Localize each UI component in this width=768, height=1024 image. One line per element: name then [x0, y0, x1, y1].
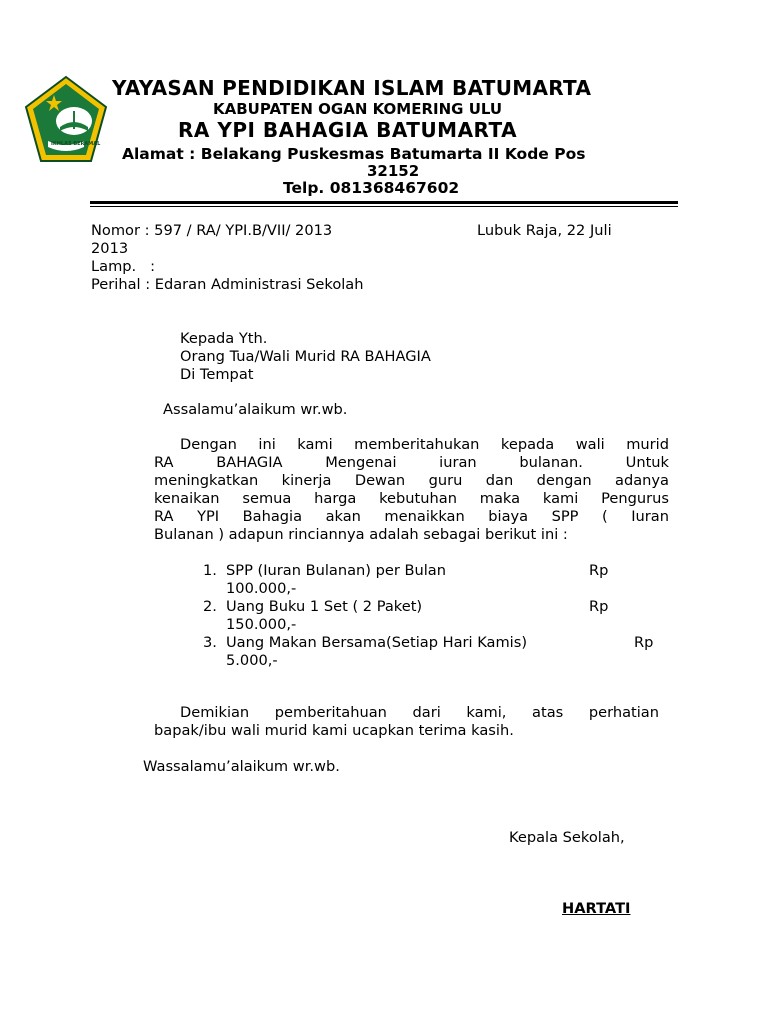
- letter-date-year: 2013: [91, 240, 129, 257]
- fee-item-number: 3.: [203, 634, 217, 651]
- body-paragraph-1-line: kenaikan semua harga kebutuhan maka kami Pengurus: [154, 490, 669, 507]
- address-line-1: Alamat : Belakang Puskesmas Batumarta II Kode Pos: [122, 145, 586, 163]
- fee-item-label: Uang Makan Bersama(Setiap Hari Kamis): [226, 634, 528, 651]
- signature-title: Kepala Sekolah,: [509, 829, 625, 846]
- body-paragraph-2-line: Demikian pemberitahuan dari kami, atas perhatian: [180, 704, 659, 721]
- attachment-line: Lamp. :: [91, 258, 156, 275]
- fee-item-amount: 150.000,-: [226, 616, 297, 633]
- header-rule-thin: [90, 206, 678, 207]
- fee-item-label: Uang Buku 1 Set ( 2 Paket): [226, 598, 423, 615]
- fee-item-currency: Rp: [634, 634, 654, 651]
- letter-number: Nomor : 597 / RA/ YPI.B/VII/ 2013: [91, 222, 333, 239]
- school-name: RA YPI BAHAGIA BATUMARTA: [178, 118, 518, 142]
- body-paragraph-1-line: Dengan ini kami memberitahukan kepada wali murid: [180, 436, 669, 453]
- regency-name: KABUPATEN OGAN KOMERING ULU: [213, 100, 503, 118]
- subject-line: Perihal : Edaran Administrasi Sekolah: [91, 276, 364, 293]
- address-line-2: 32152: [367, 162, 420, 180]
- body-paragraph-2-line: bapak/ibu wali murid kami ucapkan terima kasih.: [154, 722, 514, 739]
- recipient-name: Orang Tua/Wali Murid RA BAHAGIA: [180, 348, 431, 365]
- fee-item-currency: Rp: [589, 598, 609, 615]
- logo-motto: IKHLAS BERAMAL: [51, 141, 101, 147]
- fee-item-label: SPP (Iuran Bulanan) per Bulan: [226, 562, 447, 579]
- foundation-name: YAYASAN PENDIDIKAN ISLAM BATUMARTA: [112, 76, 592, 100]
- header-rule-thick: [90, 201, 678, 204]
- fee-item-number: 2.: [203, 598, 217, 615]
- closing-greeting: Wassalamu’alaikum wr.wb.: [143, 758, 340, 775]
- fee-item-currency: Rp: [589, 562, 609, 579]
- signature-name: HARTATI: [562, 900, 631, 917]
- fee-item-amount: 100.000,-: [226, 580, 297, 597]
- body-paragraph-1-line: meningkatkan kinerja Dewan guru dan dengan adanya: [154, 472, 669, 489]
- recipient-place: Di Tempat: [180, 366, 254, 383]
- fee-item-amount: 5.000,-: [226, 652, 278, 669]
- school-emblem-logo: [24, 75, 108, 165]
- body-paragraph-1-line: Bulanan ) adapun rinciannya adalah sebagai berikut ini :: [154, 526, 568, 543]
- body-paragraph-1-line: RA BAHAGIA Mengenai iuran bulanan. Untuk: [154, 454, 669, 471]
- fee-item-number: 1.: [203, 562, 217, 579]
- opening-greeting: Assalamu’alaikum wr.wb.: [163, 401, 348, 418]
- recipient-salutation: Kepada Yth.: [180, 330, 268, 347]
- letter-date: Lubuk Raja, 22 Juli: [477, 222, 612, 239]
- phone-number: Telp. 081368467602: [283, 179, 460, 197]
- body-paragraph-1-line: RA YPI Bahagia akan menaikkan biaya SPP ( Iuran: [154, 508, 669, 525]
